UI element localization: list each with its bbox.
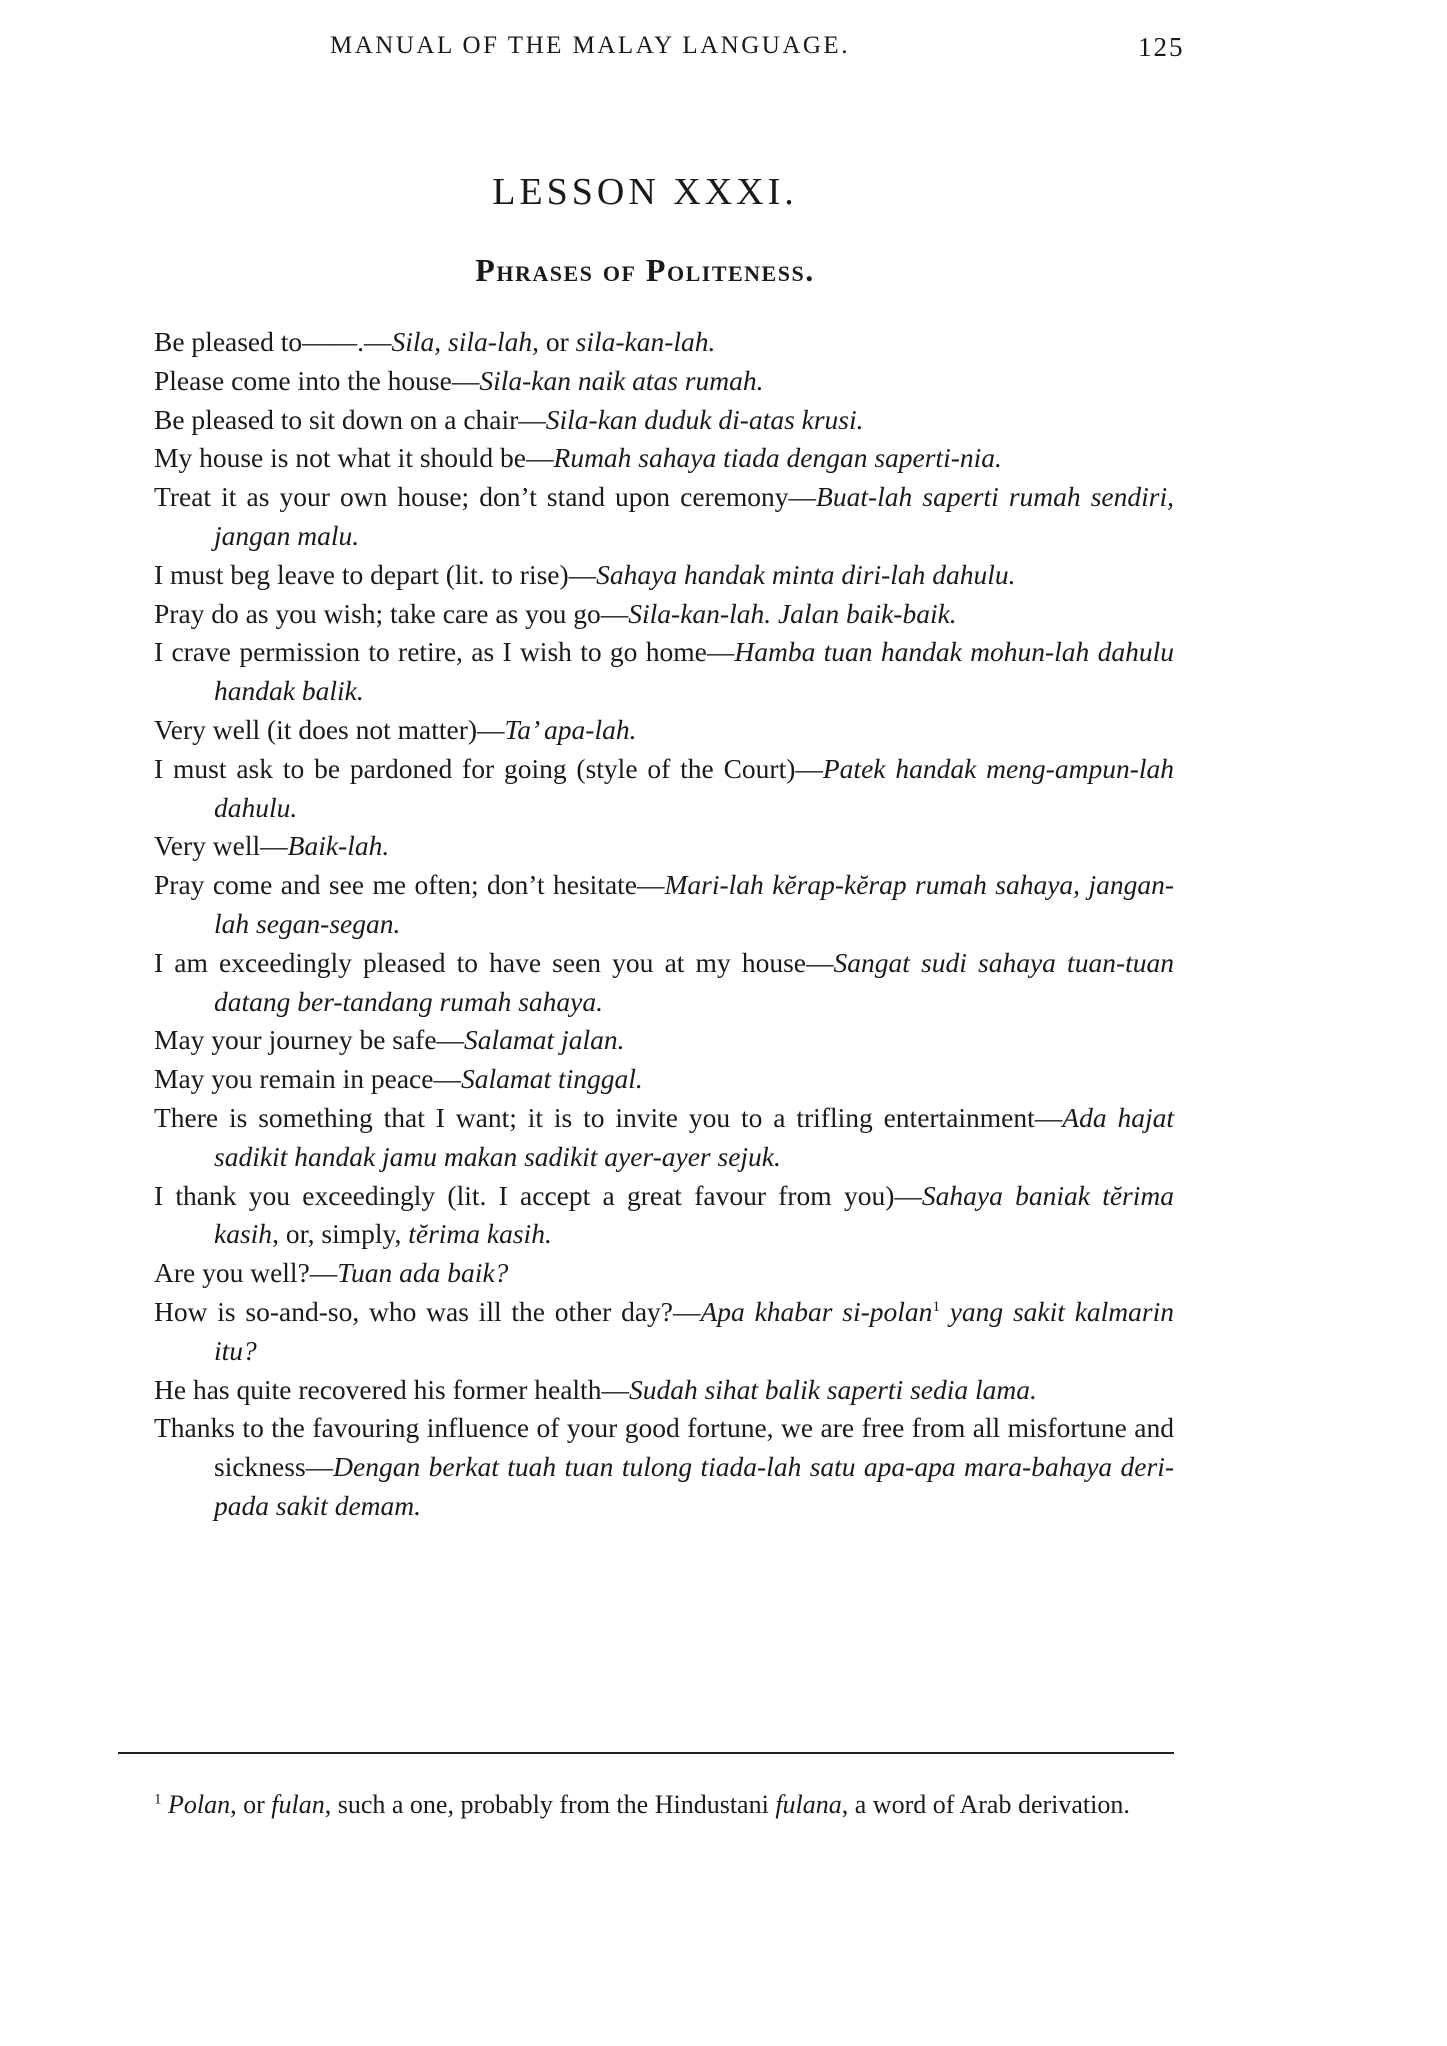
malay-text: tĕrima kasih. [408, 1218, 552, 1250]
english-text: I crave permission to retire, as I wish to go home— [154, 636, 735, 668]
phrase-entry [154, 1177, 1174, 1255]
phrase-entry [154, 1254, 1174, 1293]
malay-text: Patek handak meng-ampun-lah dahulu. [214, 752, 1175, 823]
phrase-entry [154, 556, 1174, 595]
english-text: May your journey be safe— [154, 1024, 465, 1056]
malay-text: yang sakit kalmarin itu? [214, 1295, 1174, 1366]
english-text: I must ask to be pardoned for going (style of the Court)— [154, 752, 823, 784]
english-text: May you remain in peace— [154, 1063, 461, 1095]
english-text: , or, simply, [272, 1218, 409, 1250]
phrase-entry [154, 827, 1174, 866]
english-text: Pray do as you wish; take care as you go— [154, 597, 629, 629]
malay-text: Mari-lah kĕrap-kĕrap rumah sahaya, jangan-lah segan-segan. [214, 869, 1175, 939]
english-text: He has quite recovered his former health— [154, 1373, 629, 1405]
phrase-entry [154, 1060, 1174, 1099]
english-text: There is something that I want; it is to invite you to a trifling entertainment— [154, 1101, 1063, 1133]
footnote [118, 1786, 1174, 1823]
english-text: Please come into the house— [154, 364, 480, 396]
malay-text: Apa khabar si-polan [700, 1295, 933, 1327]
phrase-entry [154, 362, 1174, 401]
malay-text: fulana [775, 1790, 842, 1819]
phrase-entry [154, 1409, 1174, 1525]
phrase-entry [154, 711, 1174, 750]
english-text: Very well— [154, 830, 288, 862]
footnote-rule [118, 1752, 1174, 1754]
malay-text: Sila-kan-lah. Jalan baik-baik. [628, 597, 957, 629]
english-text: Pray come and see me often; don’t hesitate— [154, 869, 665, 901]
malay-text: Salamat tinggal. [460, 1063, 643, 1095]
malay-text: Ta’ apa-lah. [504, 713, 637, 745]
english-text: How is so-and-so, who was ill the other day?— [154, 1295, 701, 1327]
malay-text: Sila-kan naik atas rumah. [479, 364, 764, 396]
phrase-entry [154, 401, 1174, 440]
lesson-title: LESSON XXXI. [492, 171, 798, 213]
english-text: I am exceedingly pleased to have seen you at my house— [154, 946, 834, 978]
malay-text: fulan [271, 1790, 325, 1819]
running-head: MANUAL OF THE MALAY LANGUAGE. [330, 32, 850, 59]
english-text: , or [230, 1790, 272, 1819]
malay-text: Sahaya handak minta diri-lah dahulu. [596, 558, 1016, 590]
english-text: or [538, 326, 576, 357]
phrase-entry [154, 944, 1174, 1022]
malay-text: Buat-lah saperti rumah sendiri, jangan malu. [214, 481, 1174, 551]
malay-text: Rumah sahaya tiada dengan saperti-nia. [553, 442, 1002, 474]
page-number: 125 [1138, 32, 1185, 62]
english-text: Be pleased to——.— [154, 326, 392, 357]
phrase-entry [154, 439, 1174, 478]
phrase-entry [154, 1099, 1174, 1177]
malay-text: Sila, sila-lah, [391, 326, 539, 357]
phrase-list [154, 323, 1174, 1526]
phrase-entry [154, 1293, 1174, 1371]
phrase-entry [154, 866, 1174, 944]
english-text: Thanks to the favouring influence of your good fortune, we are free from all misfortune and sickness— [154, 1412, 1174, 1483]
malay-text: Ada hajat sadikit handak jamu makan sadikit ayer-ayer sejuk. [214, 1101, 1174, 1172]
malay-text: Tuan ada baik? [337, 1257, 509, 1289]
malay-text: Dengan berkat tuah tuan tulong tiada-lah satu apa-apa mara-bahaya deri-pada sakit demam. [214, 1451, 1174, 1521]
malay-text: Baik-lah. [287, 830, 390, 862]
english-text: Are you well?— [154, 1257, 338, 1289]
phrase-entry [154, 1021, 1174, 1060]
english-text: Be pleased to sit down on a chair— [154, 403, 546, 435]
malay-text: Salamat jalan. [464, 1024, 625, 1056]
english-text: I must beg leave to depart (lit. to rise)— [154, 558, 597, 590]
malay-text: Sangat sudi sahaya tuan-tuan datang ber-tandang rumah sahaya. [214, 946, 1174, 1017]
english-text: , such a one, probably from the Hindustani [324, 1790, 776, 1819]
malay-text: Sahaya baniak tĕrima kasih [214, 1179, 1174, 1250]
phrase-entry [154, 1371, 1174, 1410]
english-text: My house is not what it should be— [154, 442, 554, 474]
malay-text: Sudah sihat balik saperti sedia lama. [628, 1373, 1037, 1405]
malay-text: Polan [168, 1790, 231, 1819]
english-text: Very well (it does not matter)— [154, 713, 505, 745]
phrase-entry [154, 595, 1174, 634]
footnote-marker: 1 [154, 1791, 162, 1808]
phrase-entry [154, 633, 1174, 711]
phrase-entry [154, 750, 1174, 828]
malay-text: Sila-kan duduk di-atas krusi. [545, 403, 864, 435]
malay-text: Hamba tuan handak mohun-lah dahulu handak balik. [214, 636, 1174, 707]
phrase-entry [154, 478, 1174, 556]
english-text: , a word of Arab derivation. [841, 1790, 1130, 1819]
phrase-entry [154, 323, 1174, 362]
malay-text: sila-kan-lah. [575, 326, 716, 357]
english-text: Treat it as your own house; don’t stand upon ceremony— [154, 481, 817, 513]
footnote-marker: 1 [932, 1298, 940, 1315]
lesson-subtitle: Phrases of Politeness. [475, 252, 815, 288]
english-text: I thank you exceedingly (lit. I accept a great favour from you)— [154, 1179, 922, 1211]
